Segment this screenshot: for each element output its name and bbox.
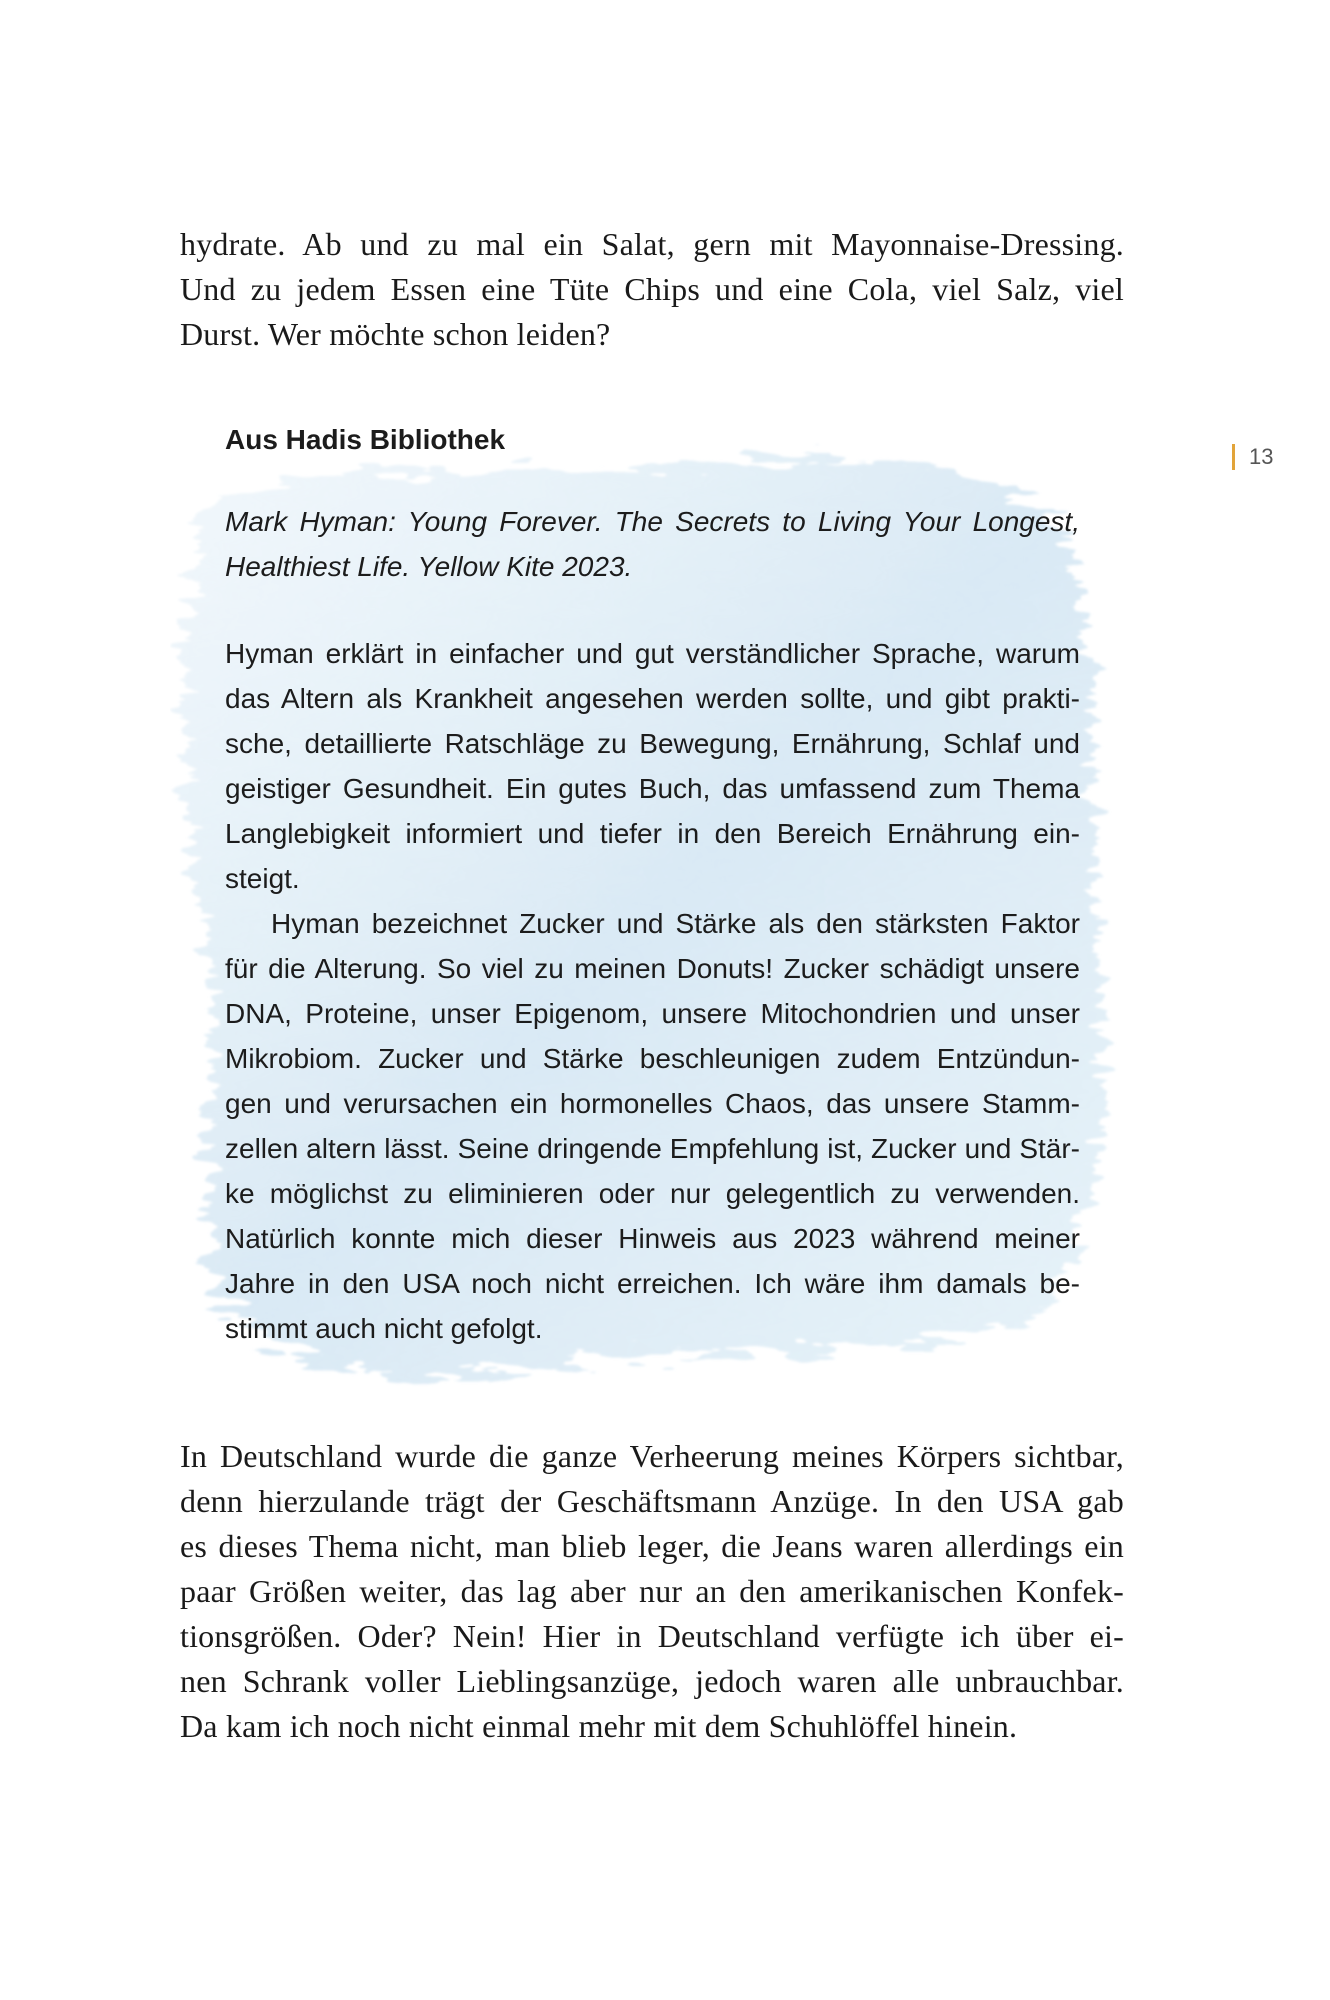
text-line: Mikrobiom. Zucker und Stärke beschleunigen zudem Entzündun- (225, 1043, 1080, 1074)
text-line: Langlebigkeit informiert und tiefer in den Bereich Ernährung ein- (225, 818, 1080, 849)
text-line: Hyman erklärt in einfacher und gut verständlicher Sprache, warum (225, 638, 1080, 669)
text-line: Natürlich konnte mich dieser Hinweis aus 2023 während meiner (225, 1223, 1080, 1254)
box-body (225, 631, 1080, 1351)
text-line: stimmt auch nicht gefolgt. (225, 1313, 543, 1344)
text-line: nen Schrank voller Lieblingsanzüge, jedoch waren alle unbrauchbar. (180, 1663, 1124, 1699)
top-paragraph (180, 222, 1124, 357)
citation-line: Healthiest Life. Yellow Kite 2023. (225, 551, 633, 582)
text-line: Hyman bezeichnet Zucker und Stärke als den stärksten Faktor (271, 908, 1080, 939)
box-heading: Aus Hadis Bibliothek (225, 424, 506, 455)
text-line: steigt. (225, 863, 300, 894)
page-number-text: 13 (1249, 444, 1274, 469)
text-line: für die Alterung. So viel zu meinen Donuts! Zucker schädigt unsere (225, 953, 1080, 984)
page-number-accent-bar (1232, 444, 1235, 470)
box-paragraph (225, 901, 1080, 1351)
text-line: ke möglichst zu eliminieren oder nur gelegentlich zu verwenden. (225, 1178, 1080, 1209)
text-line: zellen altern lässt. Seine dringende Empfehlung ist, Zucker und Stär- (225, 1133, 1080, 1164)
book-citation (225, 499, 1080, 589)
text-line: paar Größen weiter, das lag aber nur an den amerikanischen Konfek- (180, 1573, 1124, 1609)
text-line: sche, detaillierte Ratschläge zu Bewegung, Ernährung, Schlaf und (225, 728, 1080, 759)
text-line: DNA, Proteine, unser Epigenom, unsere Mitochondrien und unser (225, 998, 1080, 1029)
text-line: Da kam ich noch nicht einmal mehr mit dem Schuhlöffel hinein. (180, 1708, 1018, 1744)
text-line: tionsgrößen. Oder? Nein! Hier in Deutschland verfügte ich über ei- (180, 1618, 1124, 1654)
text-line: Durst. Wer möchte schon leiden? (180, 316, 611, 352)
text-line: hydrate. Ab und zu mal ein Salat, gern mit Mayonnaise-Dressing. (180, 226, 1124, 262)
text-line: geistiger Gesundheit. Ein gutes Buch, das umfassend zum Thema (225, 773, 1080, 804)
text-line: denn hierzulande trägt der Geschäftsmann Anzüge. In den USA gab (180, 1483, 1124, 1519)
text-line: Jahre in den USA noch nicht erreichen. Ich wäre ihm damals be- (225, 1268, 1080, 1299)
text-line: Und zu jedem Essen eine Tüte Chips und eine Cola, viel Salz, viel (180, 271, 1124, 307)
bottom-paragraph (180, 1434, 1124, 1749)
citation-line: Mark Hyman: Young Forever. The Secrets to Living Your Longest, (225, 506, 1080, 537)
text-line: gen und verursachen ein hormonelles Chaos, das unsere Stamm- (225, 1088, 1080, 1119)
box-paragraph (225, 631, 1080, 901)
text-line: In Deutschland wurde die ganze Verheerung meines Körpers sichtbar, (180, 1438, 1124, 1474)
text-line: das Altern als Krankheit angesehen werden sollte, und gibt prakti- (225, 683, 1080, 714)
text-line: es dieses Thema nicht, man blieb leger, die Jeans waren allerdings ein (180, 1528, 1124, 1564)
page-number (1232, 441, 1273, 473)
library-box (225, 420, 1080, 1351)
